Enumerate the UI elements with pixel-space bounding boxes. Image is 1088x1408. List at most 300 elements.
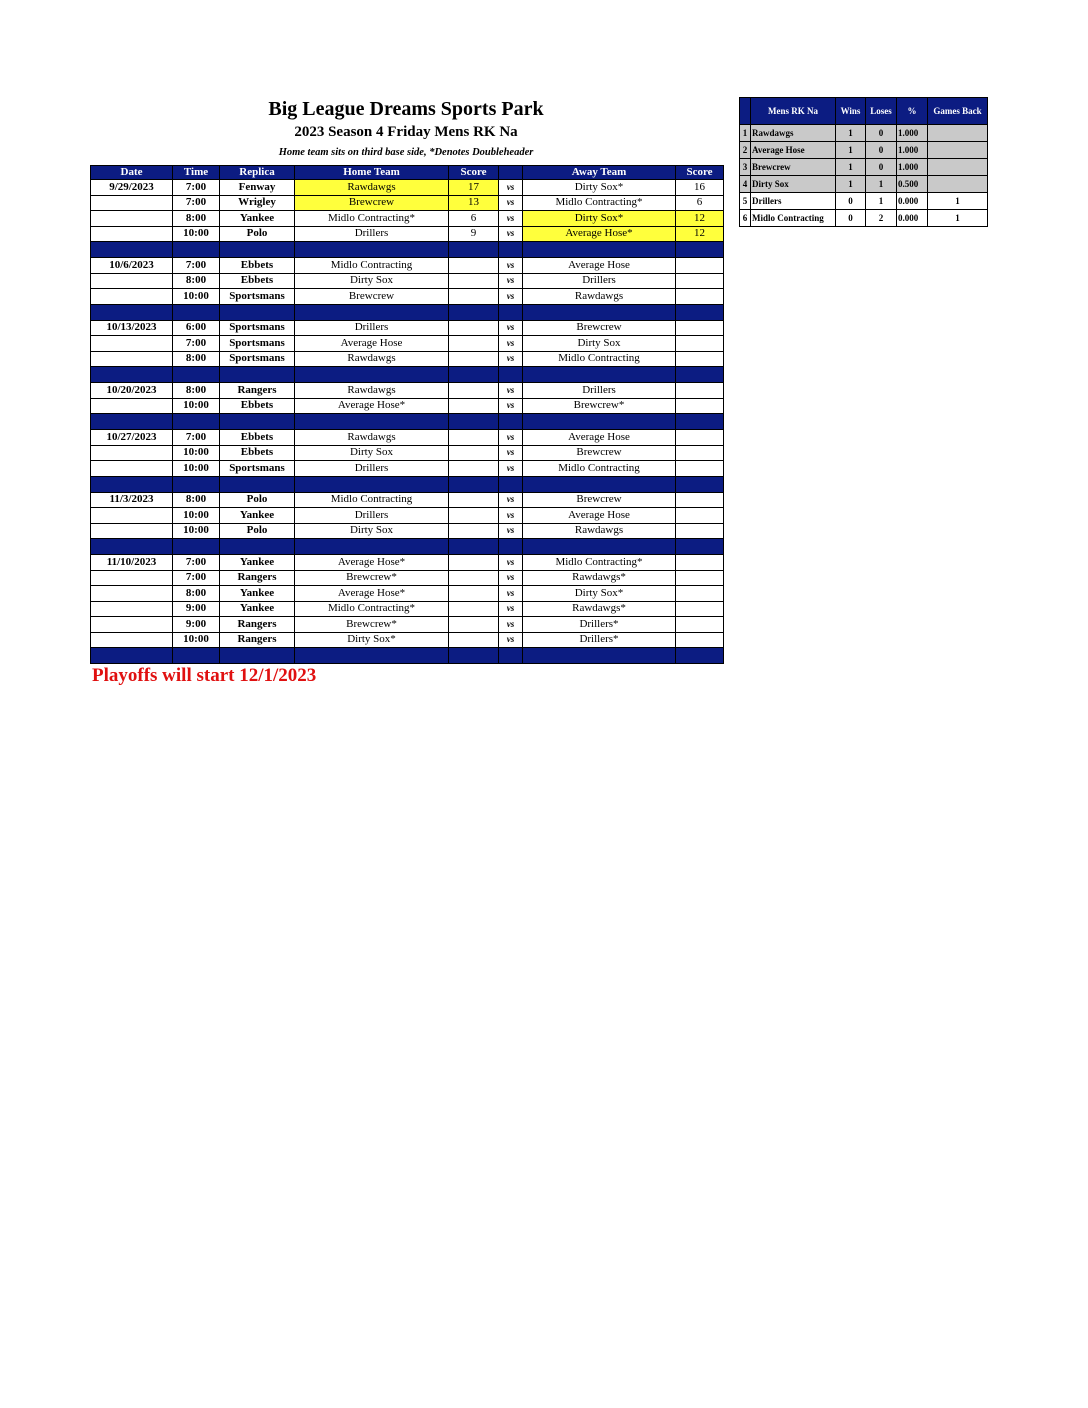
standings-team: Midlo Contracting [751, 210, 836, 227]
game-date [91, 289, 173, 305]
versus-label: vs [499, 508, 523, 524]
game-time: 10:00 [173, 632, 220, 648]
away-team: Midlo Contracting* [523, 195, 676, 211]
game-row [91, 430, 724, 446]
separator-cell [499, 304, 523, 320]
separator-cell [295, 304, 449, 320]
game-row [91, 195, 724, 211]
standings-team: Dirty Sox [751, 176, 836, 193]
game-time: 8:00 [173, 586, 220, 602]
home-score [449, 586, 499, 602]
away-team: Average Hose* [523, 226, 676, 242]
game-row [91, 226, 724, 242]
separator-cell [220, 476, 295, 492]
game-field: Sportsmans [220, 351, 295, 367]
column-header: Score [676, 166, 724, 180]
versus-label: vs [499, 351, 523, 367]
standings-wins: 1 [836, 159, 866, 176]
away-team: Average Hose [523, 430, 676, 446]
game-date: 10/6/2023 [91, 258, 173, 274]
game-field: Yankee [220, 211, 295, 227]
home-team: Rawdawgs [295, 351, 449, 367]
separator-cell [523, 304, 676, 320]
standings-row [740, 193, 988, 210]
away-team: Brewcrew [523, 320, 676, 336]
away-score [676, 289, 724, 305]
game-date [91, 523, 173, 539]
versus-label: vs [499, 430, 523, 446]
away-score: 6 [676, 195, 724, 211]
home-score [449, 336, 499, 352]
separator-cell [523, 648, 676, 664]
game-field: Polo [220, 226, 295, 242]
standings-row [740, 176, 988, 193]
game-row [91, 258, 724, 274]
game-date [91, 570, 173, 586]
separator-cell [676, 304, 724, 320]
game-time: 10:00 [173, 226, 220, 242]
week-separator [91, 242, 724, 258]
versus-label: vs [499, 226, 523, 242]
separator-cell [91, 476, 173, 492]
game-date: 10/27/2023 [91, 430, 173, 446]
home-team: Midlo Contracting [295, 492, 449, 508]
home-score [449, 258, 499, 274]
standings-rank: 6 [740, 210, 751, 227]
versus-label: vs [499, 398, 523, 414]
home-score [449, 320, 499, 336]
game-date [91, 508, 173, 524]
separator-cell [91, 414, 173, 430]
away-team: Drillers* [523, 632, 676, 648]
week-separator [91, 648, 724, 664]
schedule-note: Home team sits on third base side, *Denotes Doubleheader [278, 147, 534, 158]
game-time: 7:00 [173, 555, 220, 571]
separator-cell [523, 414, 676, 430]
versus-label: vs [499, 492, 523, 508]
standings-losses: 1 [866, 176, 897, 193]
separator-cell [523, 367, 676, 383]
separator-cell [173, 539, 220, 555]
game-field: Fenway [220, 180, 295, 196]
separator-cell [295, 648, 449, 664]
standings-losses: 0 [866, 125, 897, 142]
separator-cell [91, 242, 173, 258]
home-score [449, 570, 499, 586]
separator-cell [220, 414, 295, 430]
game-row [91, 555, 724, 571]
home-team: Average Hose [295, 336, 449, 352]
game-field: Ebbets [220, 398, 295, 414]
game-field: Ebbets [220, 430, 295, 446]
game-row [91, 211, 724, 227]
standings-pct: 1.000 [897, 142, 928, 159]
game-time: 8:00 [173, 211, 220, 227]
game-time: 7:00 [173, 258, 220, 274]
versus-label: vs [499, 195, 523, 211]
standings-column-header: Loses [866, 98, 897, 125]
separator-cell [91, 648, 173, 664]
separator-cell [220, 539, 295, 555]
standings-losses: 0 [866, 159, 897, 176]
away-score [676, 398, 724, 414]
game-row [91, 289, 724, 305]
game-date: 10/13/2023 [91, 320, 173, 336]
game-time: 10:00 [173, 461, 220, 477]
away-score [676, 617, 724, 633]
home-team: Midlo Contracting* [295, 601, 449, 617]
game-row [91, 320, 724, 336]
game-field: Rangers [220, 617, 295, 633]
home-score [449, 398, 499, 414]
game-time: 10:00 [173, 398, 220, 414]
standings-row [740, 142, 988, 159]
home-score [449, 617, 499, 633]
separator-cell [449, 648, 499, 664]
playoffs-notice: Playoffs will start 12/1/2023 [92, 665, 317, 686]
separator-cell [676, 414, 724, 430]
game-field: Wrigley [220, 195, 295, 211]
separator-cell [523, 476, 676, 492]
home-score [449, 430, 499, 446]
column-header: Time [173, 166, 220, 180]
home-score [449, 445, 499, 461]
schedule-header-row [91, 166, 724, 180]
away-score [676, 258, 724, 274]
standings-table [739, 97, 988, 227]
home-team: Dirty Sox [295, 523, 449, 539]
standings-row [740, 210, 988, 227]
away-score [676, 351, 724, 367]
away-team: Drillers [523, 273, 676, 289]
away-team: Rawdawgs [523, 523, 676, 539]
away-score [676, 523, 724, 539]
versus-label: vs [499, 258, 523, 274]
standings-games-back: 1 [928, 193, 988, 210]
away-score [676, 320, 724, 336]
game-date [91, 601, 173, 617]
game-time: 7:00 [173, 180, 220, 196]
away-team: Rawdawgs* [523, 601, 676, 617]
separator-cell [220, 304, 295, 320]
separator-cell [499, 367, 523, 383]
game-time: 9:00 [173, 601, 220, 617]
game-row [91, 508, 724, 524]
game-field: Ebbets [220, 258, 295, 274]
separator-cell [295, 539, 449, 555]
away-team: Dirty Sox [523, 336, 676, 352]
game-field: Rangers [220, 383, 295, 399]
game-row [91, 351, 724, 367]
game-date [91, 351, 173, 367]
standings-pct: 1.000 [897, 125, 928, 142]
game-date [91, 273, 173, 289]
standings-games-back [928, 125, 988, 142]
separator-cell [173, 242, 220, 258]
game-date: 10/20/2023 [91, 383, 173, 399]
separator-cell [676, 242, 724, 258]
versus-label: vs [499, 320, 523, 336]
week-separator [91, 367, 724, 383]
game-date [91, 632, 173, 648]
separator-cell [499, 648, 523, 664]
versus-label: vs [499, 617, 523, 633]
game-row [91, 445, 724, 461]
standings-rank: 1 [740, 125, 751, 142]
standings-rank: 4 [740, 176, 751, 193]
game-row [91, 492, 724, 508]
home-team: Brewcrew* [295, 570, 449, 586]
home-score [449, 351, 499, 367]
away-score: 12 [676, 211, 724, 227]
game-field: Sportsmans [220, 289, 295, 305]
standings-pct: 0.000 [897, 210, 928, 227]
game-date: 11/3/2023 [91, 492, 173, 508]
game-field: Ebbets [220, 445, 295, 461]
week-separator [91, 476, 724, 492]
versus-label: vs [499, 570, 523, 586]
standings-games-back [928, 159, 988, 176]
home-score [449, 383, 499, 399]
versus-label: vs [499, 211, 523, 227]
home-score [449, 508, 499, 524]
game-row [91, 523, 724, 539]
separator-cell [523, 539, 676, 555]
separator-cell [173, 648, 220, 664]
column-header: Score [449, 166, 499, 180]
game-field: Yankee [220, 555, 295, 571]
game-date [91, 398, 173, 414]
week-separator [91, 414, 724, 430]
versus-label: vs [499, 461, 523, 477]
column-header [499, 166, 523, 180]
away-team: Dirty Sox* [523, 586, 676, 602]
separator-cell [449, 539, 499, 555]
game-row [91, 461, 724, 477]
game-row [91, 383, 724, 399]
standings-pct: 1.000 [897, 159, 928, 176]
column-header: Replica [220, 166, 295, 180]
standings-losses: 2 [866, 210, 897, 227]
separator-cell [676, 539, 724, 555]
away-score [676, 586, 724, 602]
separator-cell [449, 242, 499, 258]
standings-pct: 0.500 [897, 176, 928, 193]
away-team: Average Hose [523, 258, 676, 274]
game-time: 7:00 [173, 430, 220, 446]
home-team: Brewcrew* [295, 617, 449, 633]
home-team: Dirty Sox* [295, 632, 449, 648]
game-time: 6:00 [173, 320, 220, 336]
game-date [91, 461, 173, 477]
home-team: Dirty Sox [295, 445, 449, 461]
separator-cell [499, 414, 523, 430]
separator-cell [91, 367, 173, 383]
game-row [91, 617, 724, 633]
game-date [91, 226, 173, 242]
game-field: Rangers [220, 570, 295, 586]
away-team: Brewcrew* [523, 398, 676, 414]
home-score [449, 492, 499, 508]
home-team: Rawdawgs [295, 180, 449, 196]
separator-cell [173, 414, 220, 430]
standings-row [740, 159, 988, 176]
home-score [449, 461, 499, 477]
game-row [91, 586, 724, 602]
separator-cell [676, 648, 724, 664]
home-team: Drillers [295, 508, 449, 524]
separator-cell [449, 476, 499, 492]
away-score [676, 383, 724, 399]
standings-column-header: Games Back [928, 98, 988, 125]
standings-rank: 3 [740, 159, 751, 176]
away-team: Midlo Contracting [523, 461, 676, 477]
separator-cell [220, 648, 295, 664]
standings-games-back: 1 [928, 210, 988, 227]
home-team: Average Hose* [295, 398, 449, 414]
home-score: 13 [449, 195, 499, 211]
separator-cell [173, 367, 220, 383]
versus-label: vs [499, 289, 523, 305]
home-team: Rawdawgs [295, 383, 449, 399]
separator-cell [295, 242, 449, 258]
week-separator [91, 539, 724, 555]
game-row [91, 570, 724, 586]
home-score [449, 601, 499, 617]
standings-team: Average Hose [751, 142, 836, 159]
standings-column-header: Mens RK Na [751, 98, 836, 125]
home-team: Brewcrew [295, 289, 449, 305]
game-field: Yankee [220, 601, 295, 617]
away-team: Dirty Sox* [523, 211, 676, 227]
game-field: Yankee [220, 508, 295, 524]
separator-cell [220, 367, 295, 383]
home-score [449, 632, 499, 648]
away-team: Brewcrew [523, 445, 676, 461]
versus-label: vs [499, 523, 523, 539]
separator-cell [449, 304, 499, 320]
standings-row [740, 125, 988, 142]
standings-games-back [928, 176, 988, 193]
game-date [91, 336, 173, 352]
game-field: Sportsmans [220, 336, 295, 352]
game-field: Sportsmans [220, 320, 295, 336]
versus-label: vs [499, 180, 523, 196]
game-time: 8:00 [173, 351, 220, 367]
standings-column-header: Wins [836, 98, 866, 125]
game-field: Rangers [220, 632, 295, 648]
standings-games-back [928, 142, 988, 159]
standings-team: Rawdawgs [751, 125, 836, 142]
versus-label: vs [499, 601, 523, 617]
game-date [91, 617, 173, 633]
separator-cell [220, 242, 295, 258]
standings-rank: 5 [740, 193, 751, 210]
separator-cell [676, 476, 724, 492]
separator-cell [499, 476, 523, 492]
standings-wins: 0 [836, 210, 866, 227]
home-score [449, 289, 499, 305]
standings-header-row [740, 98, 988, 125]
home-score [449, 523, 499, 539]
page-title: Big League Dreams Sports Park [268, 98, 544, 120]
column-header: Home Team [295, 166, 449, 180]
standings-rank: 2 [740, 142, 751, 159]
home-team: Brewcrew [295, 195, 449, 211]
game-time: 9:00 [173, 617, 220, 633]
home-score: 9 [449, 226, 499, 242]
away-score [676, 430, 724, 446]
away-score [676, 445, 724, 461]
home-team: Dirty Sox [295, 273, 449, 289]
game-time: 8:00 [173, 492, 220, 508]
versus-label: vs [499, 632, 523, 648]
standings-column-header: % [897, 98, 928, 125]
home-score [449, 555, 499, 571]
column-header: Date [91, 166, 173, 180]
game-date [91, 195, 173, 211]
home-team: Average Hose* [295, 586, 449, 602]
game-date [91, 586, 173, 602]
game-time: 10:00 [173, 289, 220, 305]
standings-losses: 0 [866, 142, 897, 159]
game-field: Yankee [220, 586, 295, 602]
home-score: 17 [449, 180, 499, 196]
game-field: Polo [220, 492, 295, 508]
home-score [449, 273, 499, 289]
standings-wins: 0 [836, 193, 866, 210]
away-team: Dirty Sox* [523, 180, 676, 196]
separator-cell [91, 539, 173, 555]
standings-team: Drillers [751, 193, 836, 210]
separator-cell [295, 414, 449, 430]
home-team: Midlo Contracting [295, 258, 449, 274]
game-field: Sportsmans [220, 461, 295, 477]
separator-cell [173, 476, 220, 492]
separator-cell [449, 414, 499, 430]
game-date: 9/29/2023 [91, 180, 173, 196]
game-time: 10:00 [173, 523, 220, 539]
game-time: 7:00 [173, 336, 220, 352]
game-time: 8:00 [173, 273, 220, 289]
game-row [91, 273, 724, 289]
home-team: Midlo Contracting* [295, 211, 449, 227]
home-team: Drillers [295, 461, 449, 477]
versus-label: vs [499, 273, 523, 289]
standings-wins: 1 [836, 125, 866, 142]
away-team: Rawdawgs* [523, 570, 676, 586]
game-date [91, 445, 173, 461]
versus-label: vs [499, 336, 523, 352]
standings-team: Brewcrew [751, 159, 836, 176]
game-time: 7:00 [173, 570, 220, 586]
away-team: Rawdawgs [523, 289, 676, 305]
away-score [676, 555, 724, 571]
away-score: 12 [676, 226, 724, 242]
separator-cell [676, 367, 724, 383]
away-score: 16 [676, 180, 724, 196]
game-time: 7:00 [173, 195, 220, 211]
standings-wins: 1 [836, 176, 866, 193]
away-team: Midlo Contracting [523, 351, 676, 367]
standings-pct: 0.000 [897, 193, 928, 210]
separator-cell [91, 304, 173, 320]
away-team: Drillers [523, 383, 676, 399]
away-score [676, 632, 724, 648]
separator-cell [295, 367, 449, 383]
away-score [676, 508, 724, 524]
versus-label: vs [499, 383, 523, 399]
